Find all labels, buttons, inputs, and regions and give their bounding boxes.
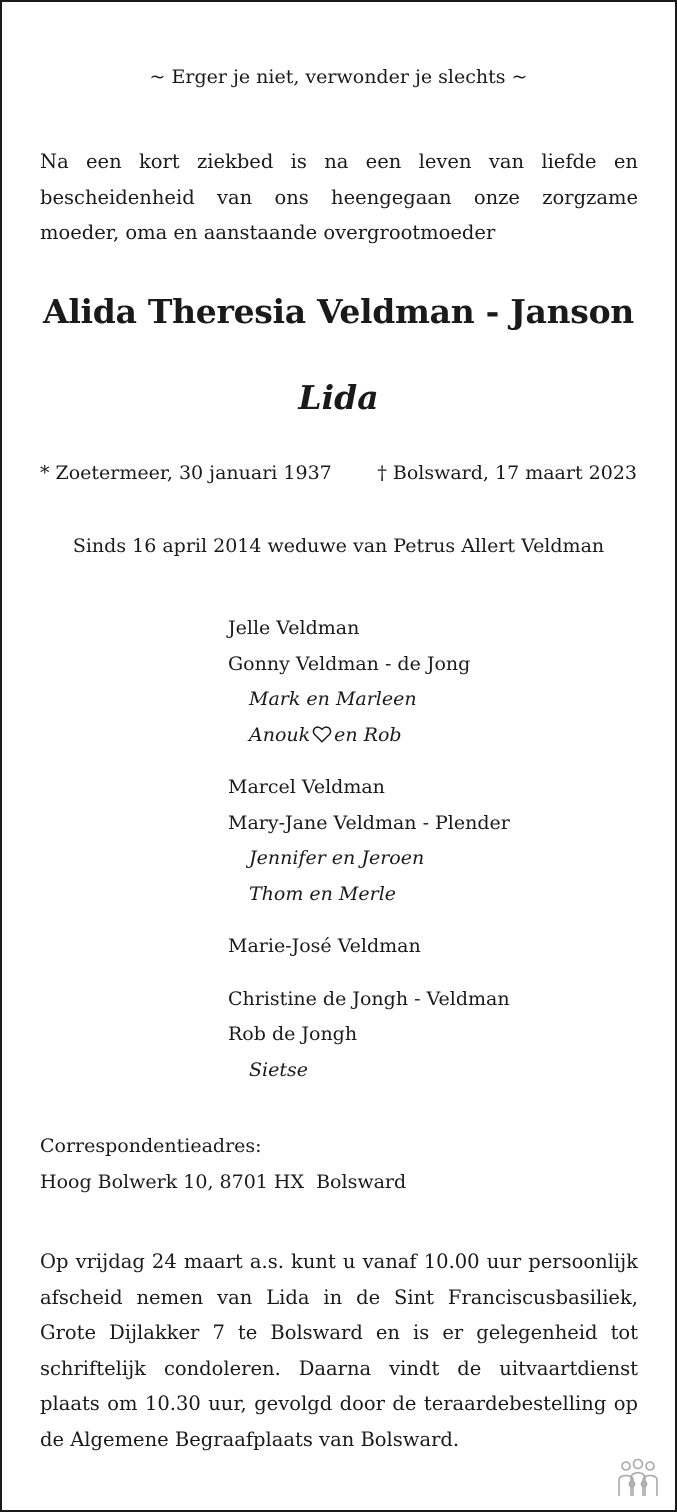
family-group bbox=[228, 982, 510, 1089]
family-list bbox=[228, 611, 510, 1105]
intro-text: Na een kort ziekbed is na een leven van liefde en bescheidenheid van ons heengegaan onze zorgzame moeder, oma en aanstaande overgrootmoeder bbox=[40, 150, 638, 244]
grandchild-name: en Rob bbox=[334, 723, 402, 746]
widow-note: Sinds 16 april 2014 weduwe van Petrus Allert Veldman bbox=[72, 535, 605, 557]
family-parent: Jelle Veldman bbox=[228, 617, 360, 639]
funeral-text: Op vrijdag 24 maart a.s. kunt u vanaf 10.00 uur persoonlijk afscheid nemen van Lida in de Sint Franciscusbasiliek, Grote Dijlakker 7 te Bolsward en is er gelegenheid tot schriftelijk condoleren. Daarna vindt de uitvaartdienst plaats om 10.30 uur, gevolgd door de teraardebestelling op de Algemene Begraafplaats van Bolsward. bbox=[40, 1250, 638, 1451]
family-grandchild: Thom en Merle bbox=[249, 882, 397, 905]
correspondence-address: Hoog Bolwerk 10, 8701 HX Bolsward bbox=[40, 1170, 407, 1193]
family-group bbox=[228, 770, 510, 912]
correspondence-label: Correspondentieadres: bbox=[40, 1135, 262, 1157]
family-grandchild: Mark en Marleen bbox=[249, 688, 417, 710]
family-grandchild bbox=[228, 718, 510, 754]
heart-outline-icon bbox=[312, 725, 332, 743]
deceased-name: Alida Theresia Veldman - Janson bbox=[43, 292, 634, 331]
family-parent: Christine de Jongh - Veldman bbox=[228, 987, 510, 1010]
family-parent: Marcel Veldman bbox=[228, 776, 385, 798]
family-parent: Rob de Jongh bbox=[228, 1023, 358, 1045]
deceased-nickname: Lida bbox=[298, 378, 379, 417]
family-grandchild: Jennifer en Jeroen bbox=[249, 847, 425, 869]
death-info: † Bolsward, 17 maart 2023 bbox=[377, 462, 637, 484]
correspondence-block bbox=[40, 1129, 406, 1200]
family-grandchild: Sietse bbox=[249, 1058, 308, 1081]
family-parent: Marie-José Veldman bbox=[228, 935, 421, 957]
family-group bbox=[228, 929, 510, 965]
family-parent: Mary-Jane Veldman - Plender bbox=[228, 811, 510, 834]
motto: ~ Erger je niet, verwonder je slechts ~ bbox=[149, 66, 528, 88]
people-group-icon bbox=[615, 1458, 661, 1498]
grandchild-name: Anouk bbox=[249, 723, 311, 746]
family-parent: Gonny Veldman - de Jong bbox=[228, 652, 471, 675]
birth-info: * Zoetermeer, 30 januari 1937 bbox=[40, 462, 332, 484]
family-group bbox=[228, 611, 510, 753]
